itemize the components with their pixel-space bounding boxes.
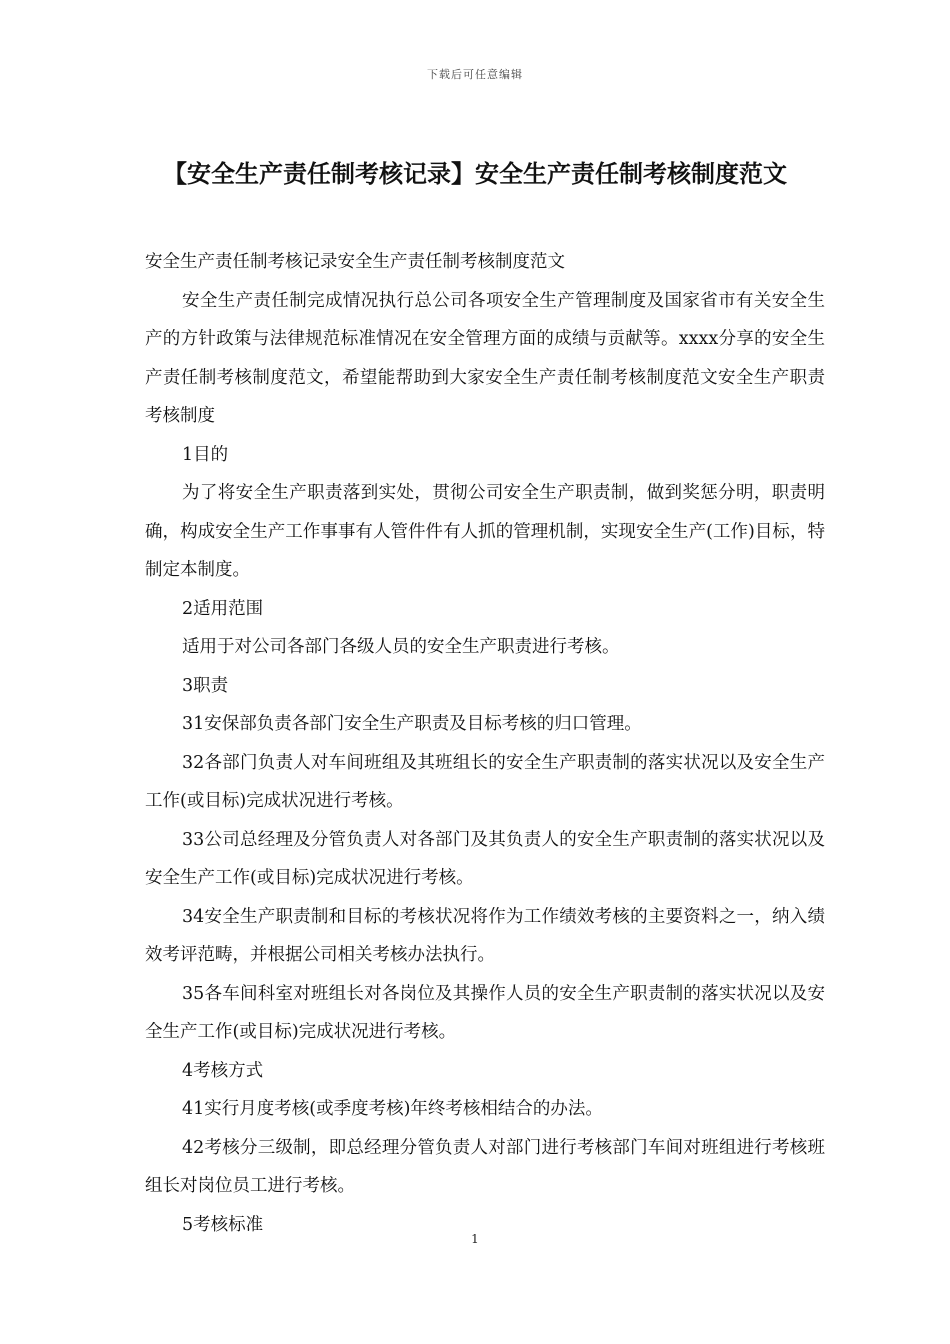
paragraph: 34安全生产职责制和目标的考核状况将作为工作绩效考核的主要资料之一，纳入绩效考评范畴，并根据公司相关考核办法执行。 [145,906,825,965]
paragraph: 35各车间科室对班组长对各岗位及其操作人员的安全生产职责制的落实状况以及安全生产工作(或目标)完成状况进行考核。 [145,983,825,1042]
paragraph: 安全生产责任制完成情况执行总公司各项安全生产管理制度及国家省市有关安全生产的方针政策与法律规范标准情况在安全管理方面的成绩与贡献等。xxxx分享的安全生产责任制考核制度范文，希望能帮助到大家安全生产责任制考核制度范文安全生产职责考核制度 [145,290,825,426]
paragraph: 31安保部负责各部门安全生产职责及目标考核的归口管理。 [182,714,642,734]
document-body [145,243,825,1244]
paragraph: 41实行月度考核(或季度考核)年终考核相结合的办法。 [182,1099,603,1119]
page-number: 1 [471,1232,479,1246]
paragraph: 5考核标准 [182,1214,264,1235]
paragraph: 为了将安全生产职责落到实处，贯彻公司安全生产职责制，做到奖惩分明，职责明确，构成安全生产工作事事有人管件件有人抓的管理机制，实现安全生产(工作)目标，特制定本制度。 [145,483,825,580]
paragraph: 3职责 [182,675,229,696]
paragraph: 1目的 [182,444,229,465]
paragraph: 安全生产责任制考核记录安全生产责任制考核制度范文 [145,252,565,272]
page-header: 下载后可任意编辑 [427,68,523,81]
paragraph: 2适用范围 [182,598,264,619]
paragraph: 4考核方式 [182,1060,264,1081]
paragraph: 适用于对公司各部门各级人员的安全生产职责进行考核。 [182,637,620,657]
paragraph: 32各部门负责人对车间班组及其班组长的安全生产职责制的落实状况以及安全生产工作(或目标)完成状况进行考核。 [145,752,825,811]
paragraph: 42考核分三级制，即总经理分管负责人对部门进行考核部门车间对班组进行考核班组长对岗位员工进行考核。 [145,1137,825,1196]
paragraph: 33公司总经理及分管负责人对各部门及其负责人的安全生产职责制的落实状况以及安全生产工作(或目标)完成状况进行考核。 [145,829,825,888]
document-title: 【安全生产责任制考核记录】安全生产责任制考核制度范文 [163,160,787,188]
